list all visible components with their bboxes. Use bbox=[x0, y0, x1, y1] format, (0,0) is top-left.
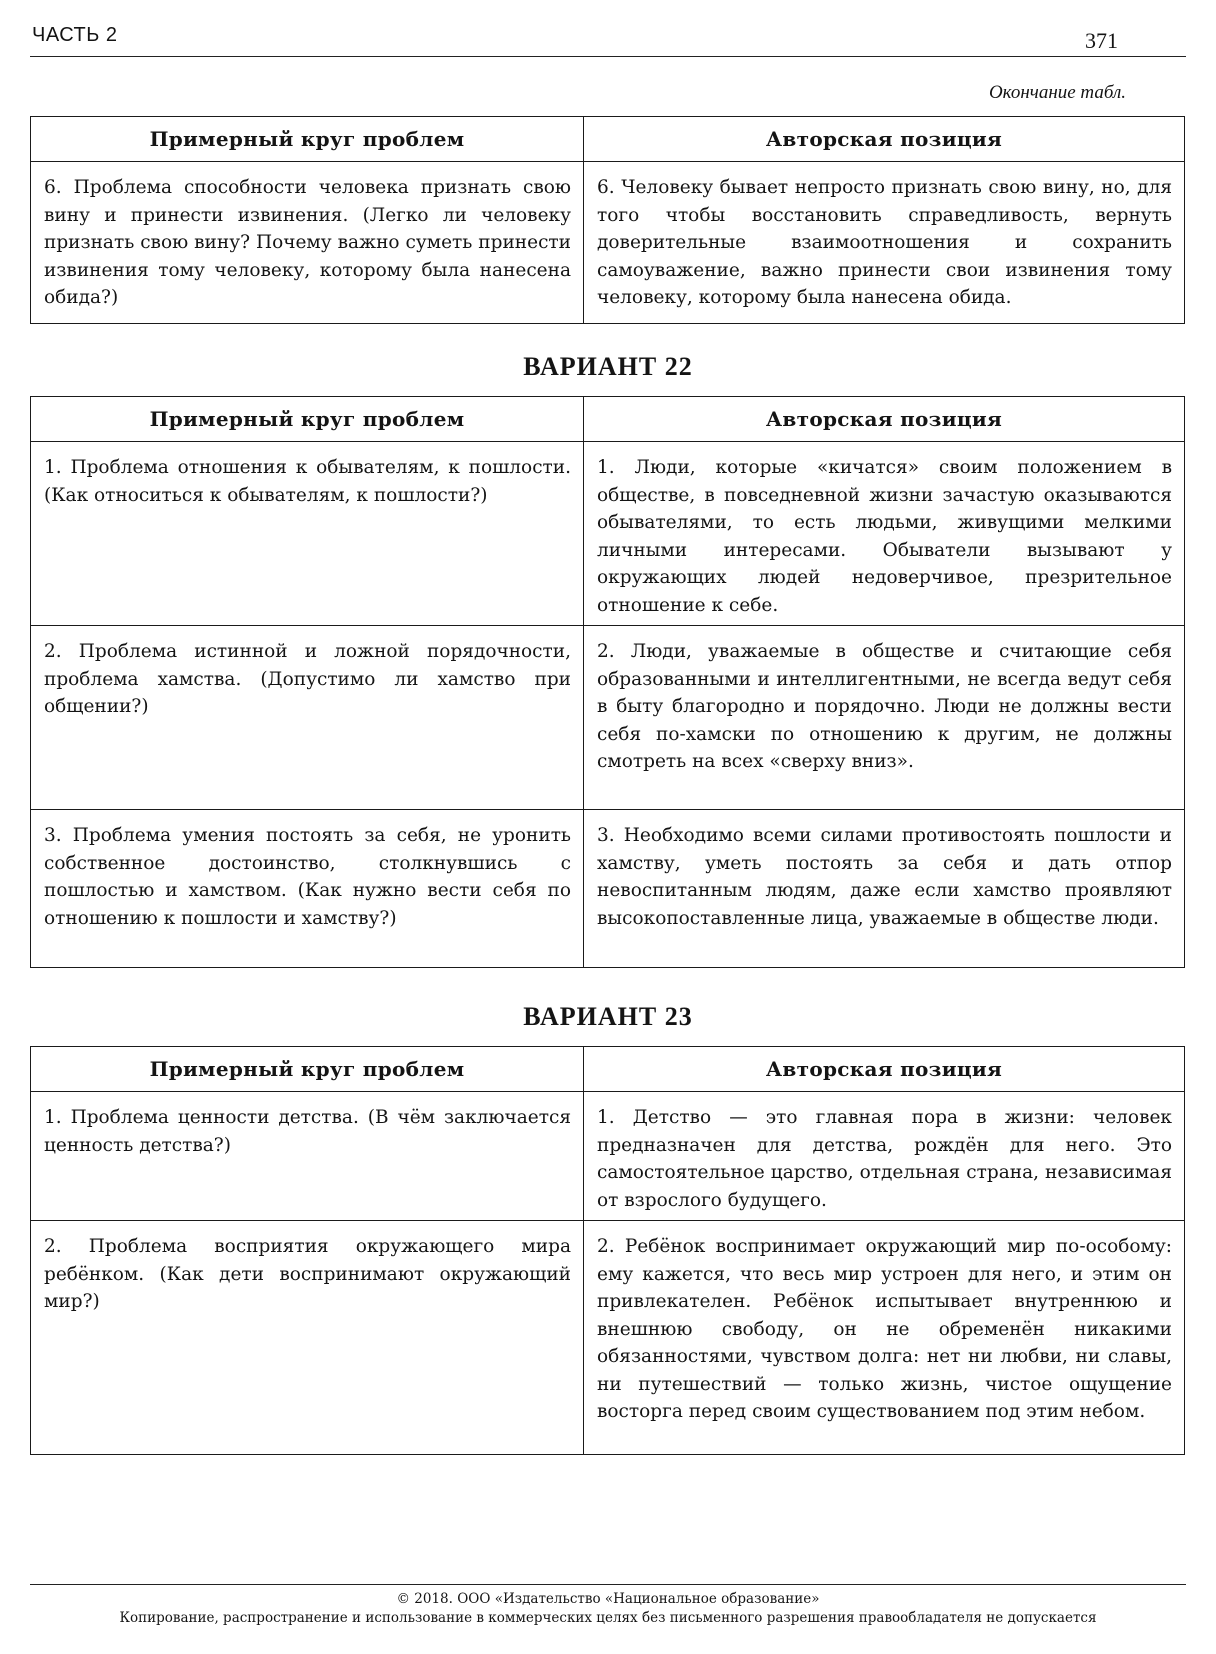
position-cell: 3. Необходимо всеми силами противостоять пошлости и хамству, уметь постоять за себя и дать отпор невоспитанным людям, даже если хамство проявляют высокопоставленные лица, уважаемые в обществе люди. bbox=[584, 810, 1185, 968]
position-cell: 6. Человеку бывает непросто признать свою вину, но, для того чтобы восстановить справедливость, вернуть доверительные взаимоотношения и сохранить самоуважение, важно принести свои извинения тому человеку, которому была нанесена обида. bbox=[584, 162, 1185, 324]
variant-23-table bbox=[30, 1046, 1185, 1455]
table-header-row bbox=[31, 117, 1185, 162]
column-header-author-position: Авторская позиция bbox=[584, 117, 1185, 162]
problem-cell: 1. Проблема отношения к обывателям, к пошлости. (Как относиться к обывателям, к пошлости?) bbox=[31, 442, 584, 626]
table-continuation-note: Окончание табл. bbox=[988, 82, 1126, 103]
variant-22-heading: ВАРИАНТ 22 bbox=[523, 352, 693, 381]
footer-rule bbox=[30, 1584, 1186, 1585]
footer-copyright: © 2018. ООО «Издательство «Национальное образование» bbox=[396, 1591, 820, 1607]
position-cell: 2. Люди, уважаемые в обществе и считающие себя образованными и интеллигентными, не всегда ведут себя в быту благородно и порядочно. Люди не должны вести себя по-хамски по отношению к другим, не должны смотреть на всех «сверху вниз». bbox=[584, 626, 1185, 810]
table-row bbox=[31, 1092, 1185, 1221]
problem-cell: 6. Проблема способности человека признать свою вину и принести извинения. (Легко ли человеку признать свою вину? Почему важно суметь принести извинения тому человеку, которому была нанесена обида?) bbox=[31, 162, 584, 324]
problem-cell: 1. Проблема ценности детства. (В чём заключается ценность детства?) bbox=[31, 1092, 584, 1221]
position-cell: 1. Детство — это главная пора в жизни: человек предназначен для детства, рождён для него. Это самостоятельное царство, отдельная страна, независимая от взрослого будущего. bbox=[584, 1092, 1185, 1221]
table-header-row bbox=[31, 397, 1185, 442]
column-header-author-position: Авторская позиция bbox=[584, 397, 1185, 442]
problem-cell: 2. Проблема восприятия окружающего мира ребёнком. (Как дети воспринимают окружающий мир?) bbox=[31, 1221, 584, 1455]
header-rule bbox=[30, 56, 1186, 57]
table-row bbox=[31, 810, 1185, 968]
page-number: 371 bbox=[1085, 28, 1118, 53]
variant-22-table bbox=[30, 396, 1185, 968]
table-row bbox=[31, 442, 1185, 626]
problem-cell: 3. Проблема умения постоять за себя, не уронить собственное достоинство, столкнувшись с пошлостью и хамством. (Как нужно вести себя по отношению к пошлости и хамству?) bbox=[31, 810, 584, 968]
position-cell: 1. Люди, которые «кичатся» своим положением в обществе, в повседневной жизни зачастую оказываются обывателями, то есть людьми, живущими мелкими личными интересами. Обыватели вызывают у окружающих людей недоверчивое, презрительное отношение к себе. bbox=[584, 442, 1185, 626]
table-row bbox=[31, 626, 1185, 810]
variant-23-heading: ВАРИАНТ 23 bbox=[523, 1002, 693, 1031]
column-header-author-position: Авторская позиция bbox=[584, 1047, 1185, 1092]
table-row bbox=[31, 162, 1185, 324]
table-header-row bbox=[31, 1047, 1185, 1092]
column-header-problems: Примерный круг проблем bbox=[31, 1047, 584, 1092]
continued-table bbox=[30, 116, 1185, 324]
section-label: ЧАСТЬ 2 bbox=[32, 24, 118, 46]
position-cell: 2. Ребёнок воспринимает окружающий мир по-особому: ему кажется, что весь мир устроен для него, и этим он привлекателен. Ребёнок испытывает внутреннюю и внешнюю свободу, он не обременён никакими обязанностями, чувством долга: нет ни любви, ни славы, ни путешествий — только жизнь, чистое ощущение восторга перед своим существованием под этим небом. bbox=[584, 1221, 1185, 1455]
table-row bbox=[31, 1221, 1185, 1455]
column-header-problems: Примерный круг проблем bbox=[31, 397, 584, 442]
problem-cell: 2. Проблема истинной и ложной порядочности, проблема хамства. (Допустимо ли хамство при общении?) bbox=[31, 626, 584, 810]
column-header-problems: Примерный круг проблем bbox=[31, 117, 584, 162]
footer-notice: Копирование, распространение и использование в коммерческих целях без письменного разрешения правообладателя не допускается bbox=[119, 1610, 1097, 1626]
